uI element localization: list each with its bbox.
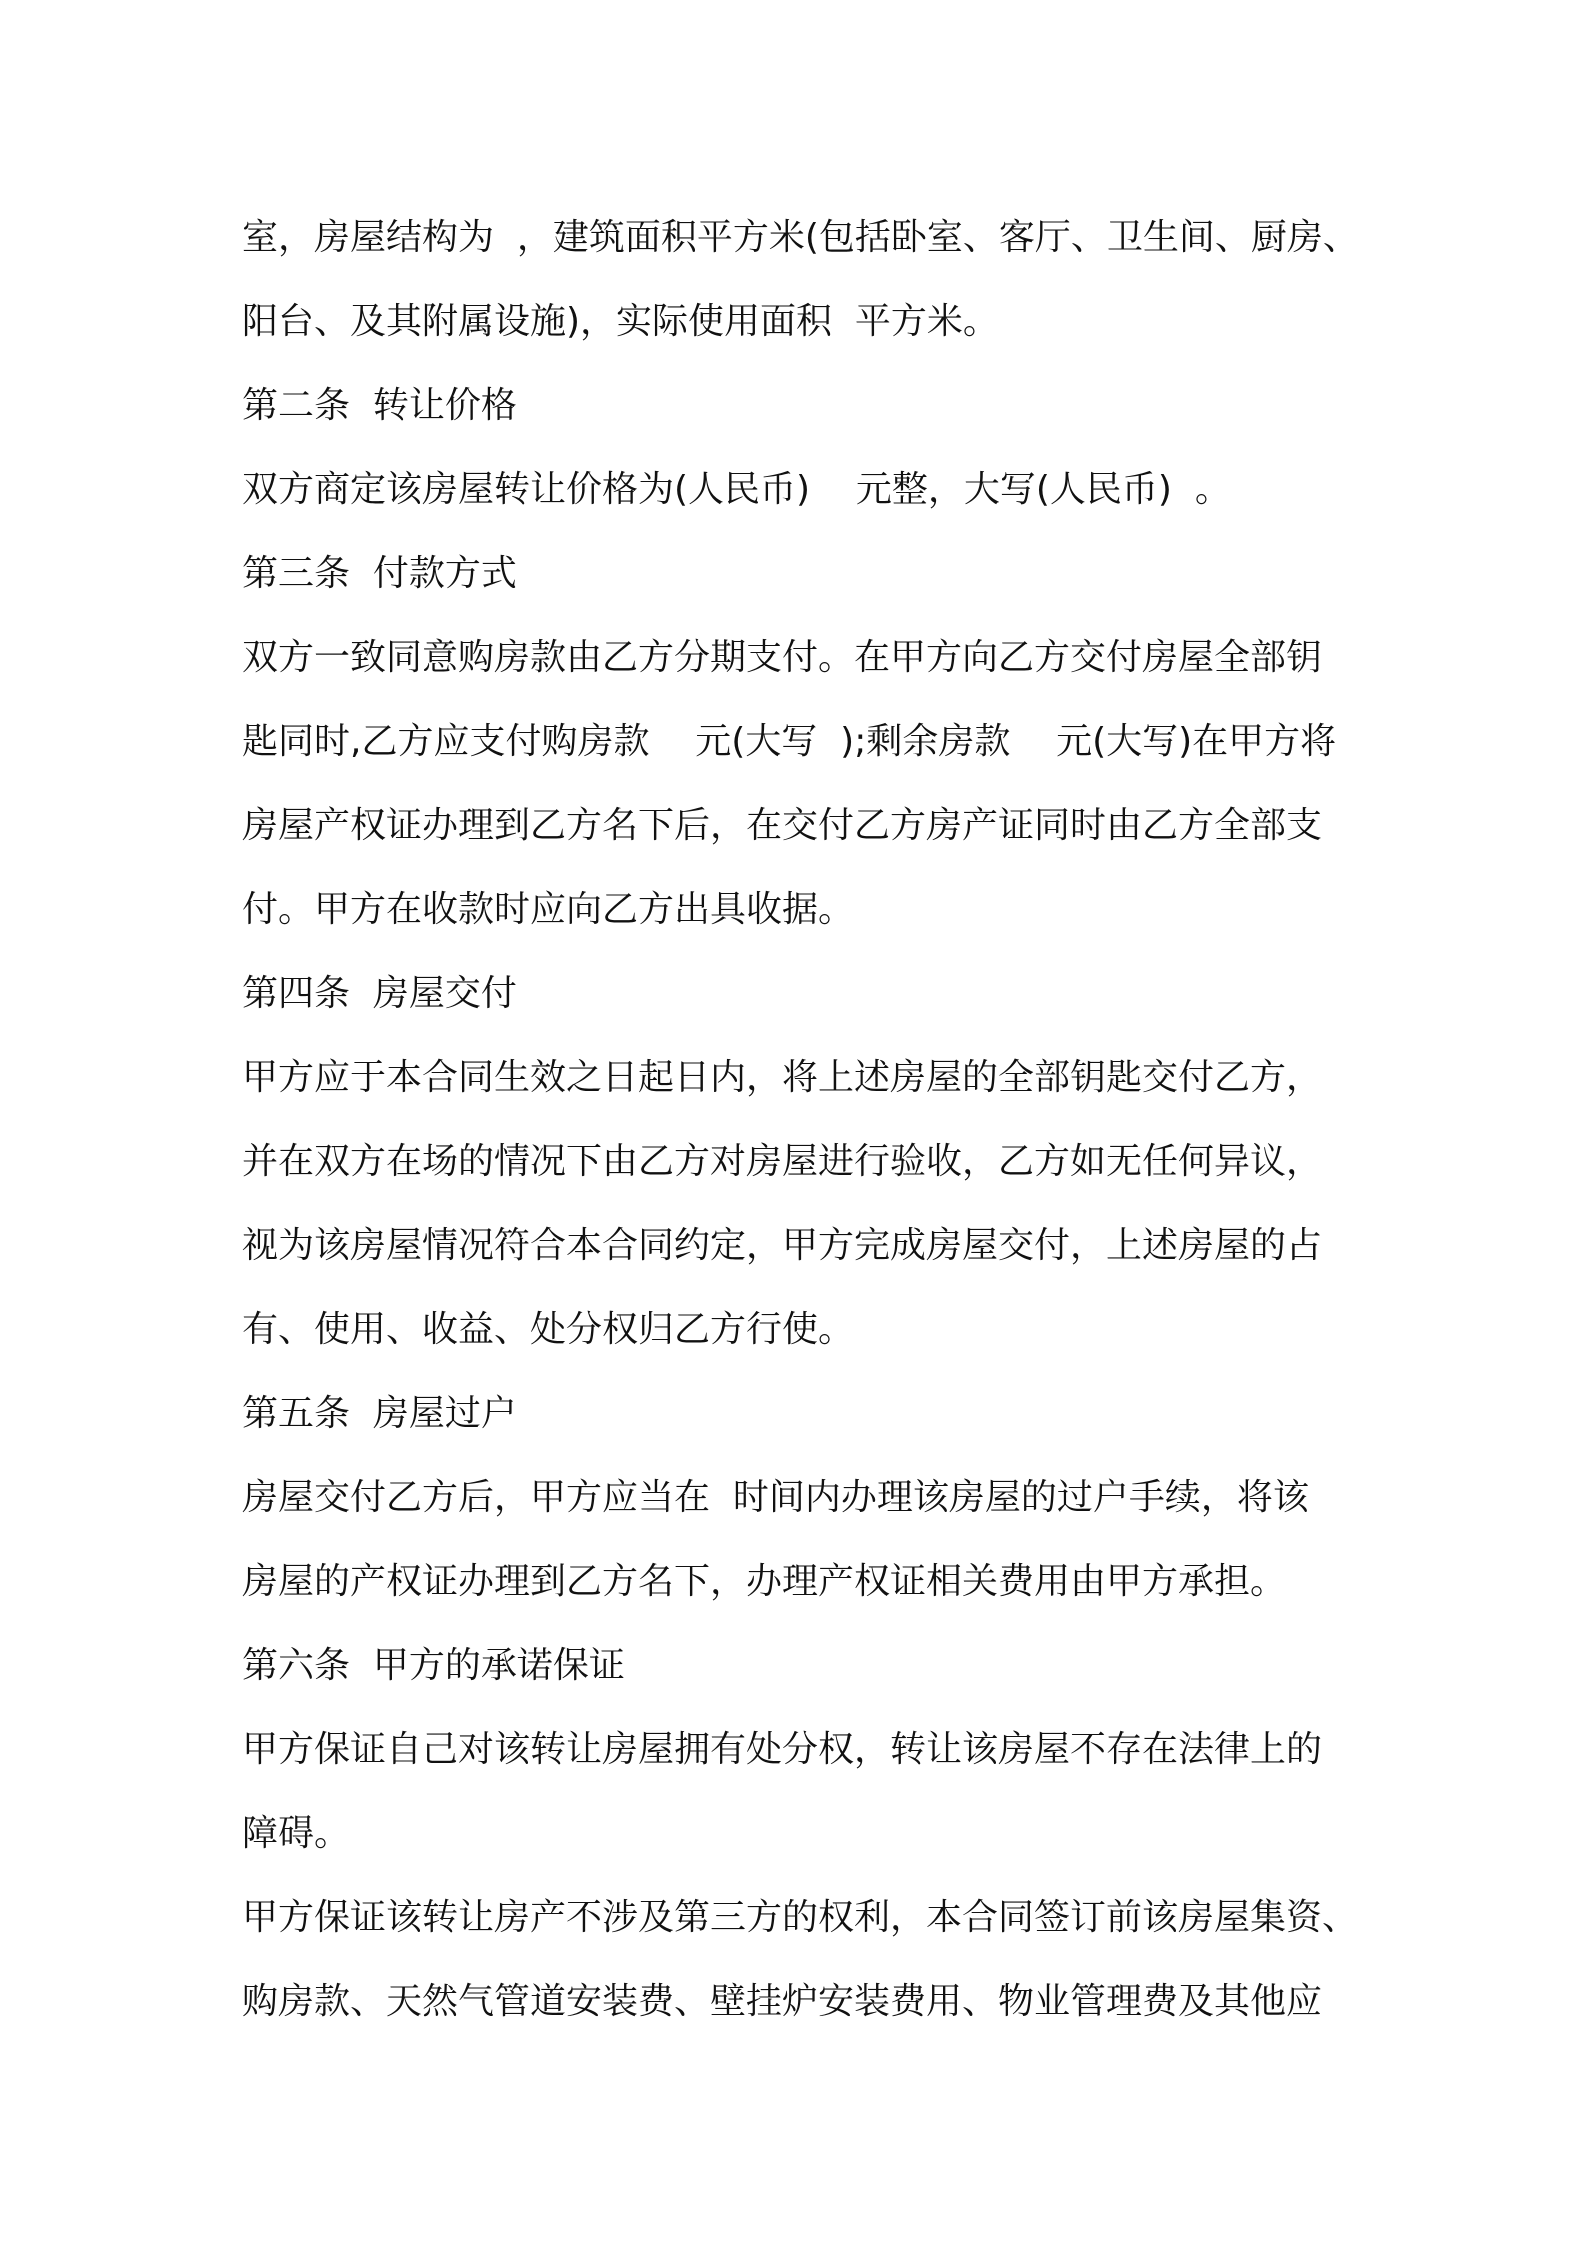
contract-text-body	[242, 196, 1372, 2044]
text-line: 视为该房屋情况符合本合同约定，甲方完成房屋交付，上述房屋的占	[242, 1225, 1323, 1266]
text-line: 付。甲方在收款时应向乙方出具收据。	[242, 889, 855, 930]
article-6-heading: 第六条 甲方的承诺保证	[242, 1645, 625, 1686]
text-line: 房屋产权证办理到乙方名下后，在交付乙方房产证同时由乙方全部支	[242, 805, 1323, 846]
article-3-heading: 第三条 付款方式	[242, 553, 517, 594]
article-4-heading: 第四条 房屋交付	[242, 973, 517, 1014]
text-line: 双方商定该房屋转让价格为(人民币) 元整，大写(人民币) 。	[242, 469, 1231, 510]
text-line: 房屋的产权证办理到乙方名下，办理产权证相关费用由甲方承担。	[242, 1561, 1287, 1602]
text-line: 甲方保证该转让房产不涉及第三方的权利，本合同签订前该房屋集资、	[242, 1897, 1359, 1938]
article-5-heading: 第五条 房屋过户	[242, 1393, 517, 1434]
text-line: 障碍。	[242, 1813, 351, 1854]
text-line: 甲方保证自己对该转让房屋拥有处分权，转让该房屋不存在法律上的	[242, 1729, 1323, 1770]
text-line: 房屋交付乙方后，甲方应当在 时间内办理该房屋的过户手续，将该	[242, 1477, 1309, 1518]
text-line: 双方一致同意购房款由乙方分期支付。在甲方向乙方交付房屋全部钥	[242, 637, 1323, 678]
article-2-heading: 第二条 转让价格	[242, 385, 517, 426]
text-line: 匙同时,乙方应支付购房款 元(大写 );剩余房款 元(大写)在甲方将	[242, 721, 1337, 762]
text-line: 甲方应于本合同生效之日起日内，将上述房屋的全部钥匙交付乙方，	[242, 1057, 1323, 1098]
text-line: 阳台、及其附属设施)，实际使用面积 平方米。	[242, 301, 999, 342]
text-line: 购房款、天然气管道安装费、壁挂炉安装费用、物业管理费及其他应	[242, 1981, 1323, 2022]
text-line: 并在双方在场的情况下由乙方对房屋进行验收，乙方如无任何异议，	[242, 1141, 1323, 1182]
text-line: 室，房屋结构为 ，建筑面积平方米(包括卧室、客厅、卫生间、厨房、	[242, 217, 1359, 258]
text-line: 有、使用、收益、处分权归乙方行使。	[242, 1309, 855, 1350]
